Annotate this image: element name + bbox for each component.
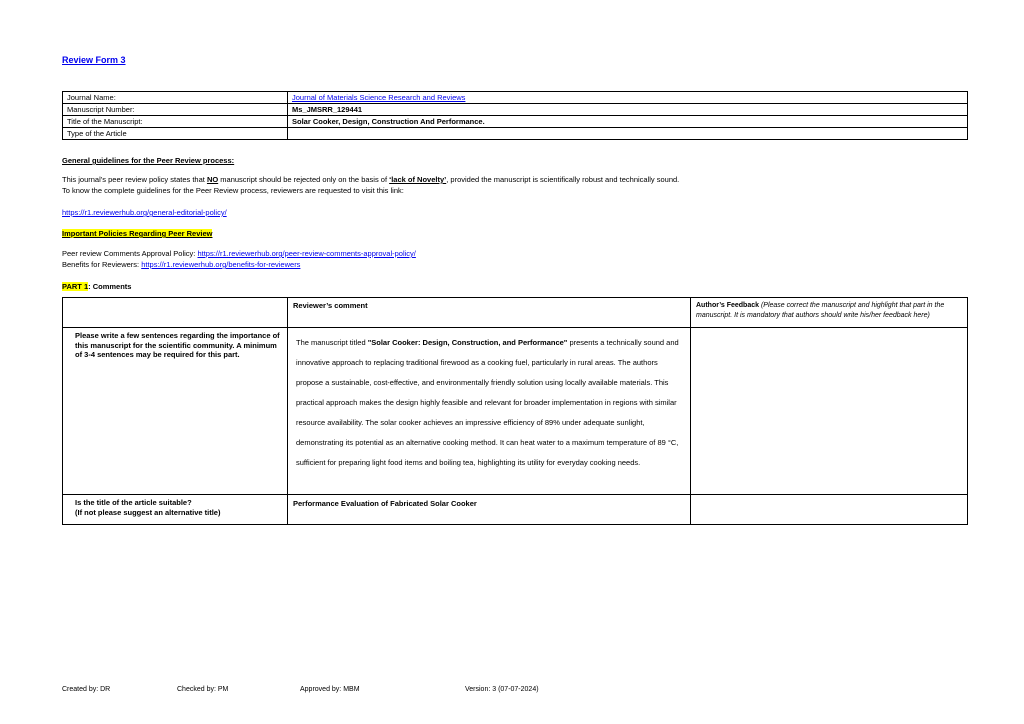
- table-row: [63, 128, 968, 140]
- approval-policy-label: Peer review Comments Approval Policy:: [62, 249, 198, 258]
- article-type-label: Type of the Article: [63, 128, 288, 140]
- comment-text: presents a technically sound and innovative approach to replacing traditional firewood as a cooking fuel, particularly in rural areas. The authors propose a sustainable, cost-effective, and environmentally friendly solution using locally available materials. This practical approach makes the design highly feasible and relevant for broader implementation in regions with similar resource availability. The solar cooker achieves an impressive efficiency of 89% under adequate sunlight, demonstrating its potential as an alternative cooking method. It can heat water to a maximum temperature of 89 °C, sufficient for preparing light food items and boiling tea, highlighting its utility for everyday cooking needs.: [296, 338, 679, 467]
- part1-rest: : Comments: [88, 282, 132, 291]
- manuscript-info-table: [62, 91, 968, 140]
- footer-approved-by: Approved by: MBM: [300, 686, 360, 693]
- author-feedback-title: Author’s Feedback: [696, 302, 761, 309]
- journal-name-label: Journal Name:: [63, 92, 288, 104]
- importance-question: Please write a few sentences regarding the importance of this manuscript for the scientific community. A minimum of 3-4 sentences may be required for this part.: [63, 328, 288, 495]
- manuscript-number-label: Manuscript Number:: [63, 104, 288, 116]
- comments-table: [62, 297, 968, 525]
- importance-row: [63, 328, 968, 495]
- question-line: Is the title of the article suitable?: [75, 498, 192, 507]
- page-title: Review Form 3: [62, 55, 126, 65]
- table-row: [63, 104, 968, 116]
- important-policies-text: Important Policies Regarding Peer Review: [62, 229, 213, 238]
- benefits-link[interactable]: https://r1.reviewerhub.org/benefits-for-reviewers: [141, 260, 301, 269]
- header-empty-cell: [63, 298, 288, 328]
- title-suitability-question: [63, 495, 288, 525]
- comments-table-header-row: [63, 298, 968, 328]
- author-feedback-header: [691, 298, 968, 328]
- part1-heading: [62, 282, 967, 291]
- importance-author-feedback: [691, 328, 968, 495]
- policy-paragraph: [62, 175, 967, 196]
- important-policies-heading: [62, 229, 967, 238]
- article-type-value: [288, 128, 968, 140]
- table-row: [63, 92, 968, 104]
- document-footer: [62, 686, 539, 693]
- policy-links-block: [62, 248, 967, 270]
- reviewer-comment-header: Reviewer’s comment: [288, 298, 691, 328]
- policy-novelty-emphasis: ‘lack of Novelty’: [389, 175, 447, 184]
- footer-created-by: Created by: DR: [62, 686, 111, 693]
- policy-line2: To know the complete guidelines for the Peer Review process, reviewers are requested to visit this link:: [62, 185, 404, 195]
- footer-checked-by: Checked by: PM: [177, 686, 229, 693]
- policy-text: manuscript should be rejected only on the basis of: [218, 175, 390, 184]
- footer-version: Version: 3 (07-07-2024): [465, 686, 539, 693]
- author-feedback-note: (Please correct the manuscript and highlight that part in the manuscript. It is mandatory that authors should write his/her feedback here): [696, 302, 945, 319]
- comment-text: The manuscript titled: [296, 338, 368, 347]
- journal-name-cell: [288, 92, 968, 104]
- comment-manuscript-title: "Solar Cooker: Design, Construction, and Performance": [367, 338, 568, 347]
- part1-highlight: PART 1: [62, 282, 89, 291]
- policy-text: This journal’s peer review policy states that: [62, 175, 207, 184]
- benefits-label: Benefits for Reviewers:: [62, 260, 142, 269]
- importance-reviewer-comment: [288, 328, 691, 495]
- question-line: (If not please suggest an alternative title): [75, 507, 221, 517]
- guidelines-heading: General guidelines for the Peer Review process:: [62, 156, 235, 165]
- journal-link[interactable]: Journal of Materials Science Research and Reviews: [292, 93, 466, 102]
- approval-policy-link[interactable]: https://r1.reviewerhub.org/peer-review-comments-approval-policy/: [197, 249, 416, 258]
- title-suitability-comment: Performance Evaluation of Fabricated Solar Cooker: [288, 495, 691, 525]
- editorial-policy-link[interactable]: https://r1.reviewerhub.org/general-editorial-policy/: [62, 208, 227, 217]
- manuscript-title-label: Title of the Manuscript:: [63, 116, 288, 128]
- title-suitability-row: [63, 495, 968, 525]
- manuscript-number-value: Ms_JMSRR_129441: [288, 104, 968, 116]
- title-suitability-author-feedback: [691, 495, 968, 525]
- policy-text: , provided the manuscript is scientifically robust and technically sound.: [446, 175, 680, 184]
- table-row: [63, 116, 968, 128]
- editorial-policy-line: [62, 208, 967, 217]
- manuscript-title-value: Solar Cooker, Design, Construction And Performance.: [288, 116, 968, 128]
- policy-no-emphasis: NO: [206, 175, 219, 184]
